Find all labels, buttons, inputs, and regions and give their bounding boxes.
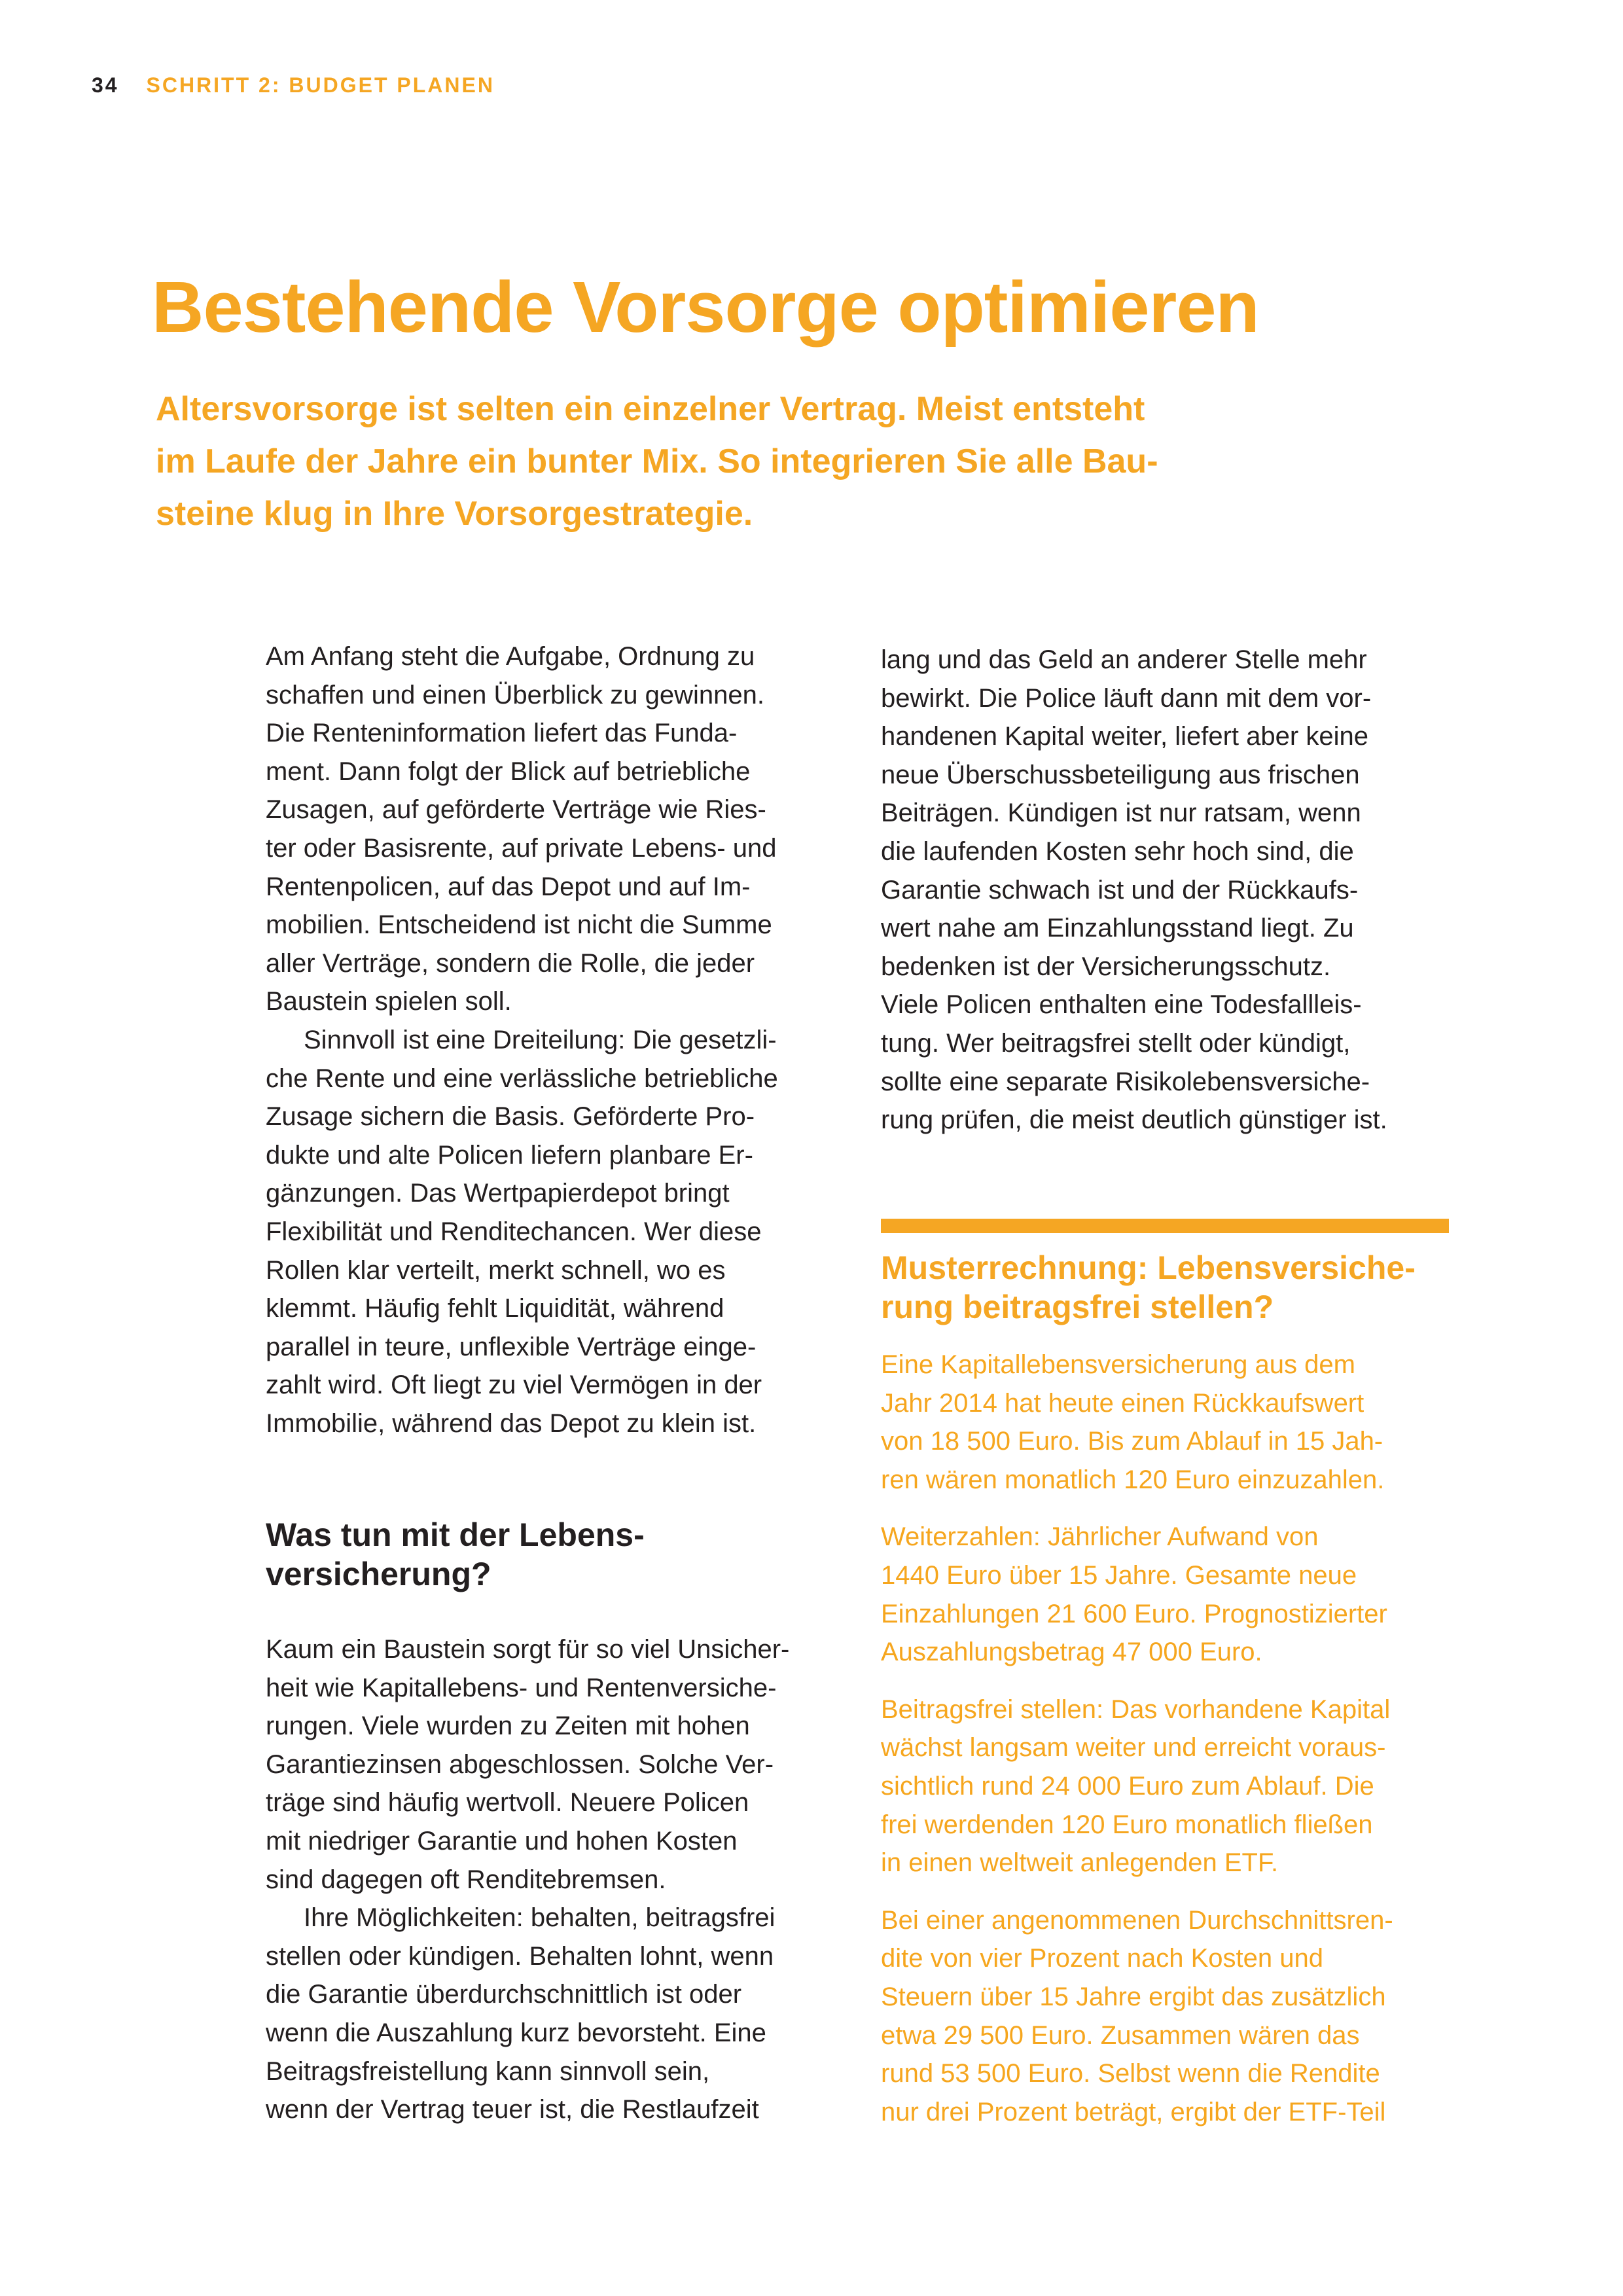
text-line: Rentenpolicen, auf das Depot und auf Im-	[266, 872, 751, 901]
left-column-section	[266, 1630, 842, 2129]
paragraph	[266, 1630, 842, 1899]
text-line: lang und das Geld an anderer Stelle mehr	[881, 645, 1367, 674]
text-line: sichtlich rund 24 000 Euro zum Ablauf. Die	[881, 1771, 1374, 1801]
text-line: Flexibilität und Renditechancen. Wer diese	[266, 1217, 762, 1246]
text-line: rung prüfen, die meist deutlich günstiger ist.	[881, 1105, 1387, 1135]
text-line: Viele Policen enthalten eine Todesfallleis-	[881, 990, 1362, 1020]
text-line: 1440 Euro über 15 Jahre. Gesamte neue	[881, 1560, 1357, 1590]
text-line: Weiterzahlen: Jährlicher Aufwand von	[881, 1522, 1319, 1552]
text-line: Baustein spielen soll.	[266, 987, 512, 1016]
text-line: zahlt wird. Oft liegt zu viel Vermögen in der	[266, 1371, 762, 1400]
text-line: nur drei Prozent beträgt, ergibt der ETF-Teil	[881, 2097, 1386, 2126]
paragraph	[266, 1899, 842, 2129]
text-line: ren wären monatlich 120 Euro einzuzahlen.	[881, 1465, 1385, 1494]
text-line: sind dagegen oft Renditebremsen.	[266, 1865, 666, 1894]
text-line: ment. Dann folgt der Blick auf betriebliche	[266, 757, 751, 786]
section-heading	[266, 1515, 842, 1594]
running-header	[92, 73, 495, 98]
text-line: Am Anfang steht die Aufgabe, Ordnung zu	[266, 642, 755, 671]
text-line: Immobilie, während das Depot zu klein ist.	[266, 1408, 757, 1438]
example-box-text	[881, 1346, 1393, 2131]
page-number: 34	[92, 73, 119, 97]
text-line: Garantie schwach ist und der Rückkaufs-	[881, 875, 1359, 905]
paragraph	[881, 1518, 1393, 1671]
text-line: träge sind häufig wertvoll. Neuere Policen	[266, 1788, 749, 1818]
text-line: gänzungen. Das Wertpapierdepot bringt	[266, 1179, 730, 1208]
text-line: Beitragsfrei stellen: Das vorhandene Kapital	[881, 1695, 1391, 1724]
left-column-intro	[266, 637, 842, 1443]
right-column-text	[881, 641, 1457, 1139]
example-box-heading	[881, 1248, 1416, 1327]
text-line: dite von vier Prozent nach Kosten und	[881, 1944, 1323, 1973]
text-line: Jahr 2014 hat heute einen Rückkaufswert	[881, 1388, 1364, 1418]
text-line: die Garantie überdurchschnittlich ist oder	[266, 1980, 742, 2009]
text-line: Kaum ein Baustein sorgt für so viel Unsicher-	[266, 1635, 790, 1664]
text-line: wert nahe am Einzahlungsstand liegt. Zu	[881, 914, 1354, 943]
text-line: in einen weltweit anlegenden ETF.	[881, 1848, 1279, 1878]
text-line: Garantiezinsen abgeschlossen. Solche Ver-	[266, 1749, 774, 1779]
text-line: Beiträgen. Kündigen ist nur ratsam, wenn	[881, 798, 1361, 828]
text-line: klemmt. Häufig fehlt Liquidität, während	[266, 1294, 724, 1323]
text-line: wächst langsam weiter und erreicht voraus-	[881, 1733, 1386, 1763]
text-line: mit niedriger Garantie und hohen Kosten	[266, 1826, 738, 1856]
text-line: parallel in teure, unflexible Verträge einge-	[266, 1332, 757, 1361]
text-line: die laufenden Kosten sehr hoch sind, die	[881, 836, 1354, 866]
text-line: Steuern über 15 Jahre ergibt das zusätzlich	[881, 1982, 1386, 2011]
text-line: Was tun mit der Lebens-	[266, 1516, 645, 1553]
text-line: Musterrechnung: Lebensversiche-	[881, 1249, 1416, 1286]
page-title: Bestehende Vorsorge optimieren	[152, 267, 1259, 348]
text-line: Die Renteninformation liefert das Funda-	[266, 719, 738, 748]
text-line: dukte und alte Policen liefern planbare Er-	[266, 1140, 753, 1170]
text-line: che Rente und eine verlässliche betriebliche	[266, 1064, 778, 1093]
text-line: mobilien. Entscheidend ist nicht die Summe	[266, 910, 772, 940]
text-line: Beitragsfreistellung kann sinnvoll sein,	[266, 2056, 710, 2086]
text-line: aller Verträge, sondern die Rolle, die jeder	[266, 948, 755, 978]
text-line: heit wie Kapitallebens- und Rentenversiche-	[266, 1673, 777, 1702]
text-line: neue Überschussbeteiligung aus frischen	[881, 760, 1360, 789]
paragraph	[881, 1691, 1393, 1882]
text-line: steine klug in Ihre Vorsorgestrategie.	[156, 495, 753, 533]
paragraph	[266, 1021, 842, 1443]
paragraph	[266, 637, 842, 1021]
text-line: sollte eine separate Risikolebensversiche-	[881, 1067, 1370, 1096]
text-line: Bei einer angenommenen Durchschnittsren-	[881, 1905, 1393, 1935]
text-line: im Laufe der Jahre ein bunter Mix. So integrieren Sie alle Bau-	[156, 442, 1158, 480]
text-line: wenn der Vertrag teuer ist, die Restlaufzeit	[266, 2095, 759, 2125]
text-line: etwa 29 500 Euro. Zusammen wären das	[881, 2020, 1360, 2050]
text-line: Eine Kapitallebensversicherung aus dem	[881, 1350, 1355, 1379]
text-line: Rollen klar verteilt, merkt schnell, wo es	[266, 1255, 726, 1285]
text-line: schaffen und einen Überblick zu gewinnen.	[266, 680, 764, 709]
text-line: versicherung?	[266, 1556, 491, 1592]
text-line: Sinnvoll ist eine Dreiteilung: Die gesetzli-	[304, 1025, 777, 1054]
text-line: stellen oder kündigen. Behalten lohnt, wenn	[266, 1941, 774, 1971]
paragraph	[881, 1901, 1393, 2132]
paragraph	[881, 1346, 1393, 1499]
text-line: Altersvorsorge ist selten ein einzelner Vertrag. Meist entsteht	[156, 390, 1145, 428]
text-line: Zusage sichern die Basis. Geförderte Pro-	[266, 1102, 755, 1132]
text-line: bedenken ist der Versicherungsschutz.	[881, 952, 1331, 981]
text-line: wenn die Auszahlung kurz bevorsteht. Eine	[266, 2018, 766, 2047]
lead-paragraph	[156, 383, 1158, 540]
text-line: rund 53 500 Euro. Selbst wenn die Rendite	[881, 2059, 1380, 2089]
text-line: Ihre Möglichkeiten: behalten, beitragsfrei	[304, 1903, 776, 1933]
box-divider-bar	[881, 1219, 1449, 1233]
text-line: bewirkt. Die Police läuft dann mit dem vor-	[881, 683, 1372, 713]
text-line: Auszahlungsbetrag 47 000 Euro.	[881, 1638, 1262, 1667]
text-line: Einzahlungen 21 600 Euro. Prognostizierter	[881, 1599, 1387, 1628]
text-line: handenen Kapital weiter, liefert aber keine	[881, 722, 1368, 751]
text-line: tung. Wer beitragsfrei stellt oder kündigt,	[881, 1028, 1351, 1058]
text-line: rungen. Viele wurden zu Zeiten mit hohen	[266, 1712, 750, 1741]
text-line: ter oder Basisrente, auf private Lebens- und	[266, 833, 777, 863]
paragraph	[881, 641, 1457, 1139]
text-line: Zusagen, auf geförderte Verträge wie Ries-	[266, 795, 766, 825]
section-label: SCHRITT 2: BUDGET PLANEN	[146, 73, 495, 97]
text-line: frei werdenden 120 Euro monatlich fließen	[881, 1810, 1373, 1839]
text-line: rung beitragsfrei stellen?	[881, 1289, 1274, 1325]
text-line: von 18 500 Euro. Bis zum Ablauf in 15 Jah-	[881, 1427, 1383, 1456]
